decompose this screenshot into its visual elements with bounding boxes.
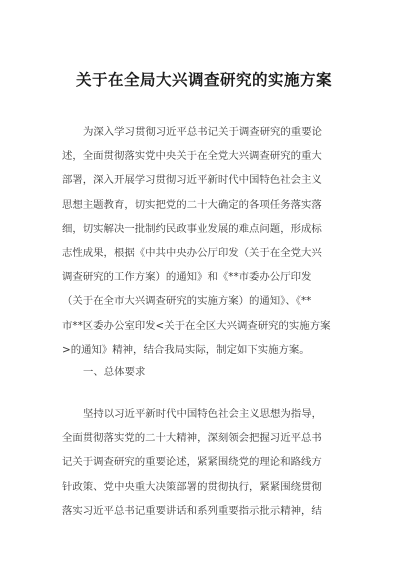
paragraph-line: 述，全面贯彻落实党中央关于在全党大兴调查研究的重大 xyxy=(62,150,322,163)
paragraph-line: 市**区委办公室印发<关于在全区大兴调查研究的实施方案 xyxy=(62,319,331,332)
paragraph-line: 部署，深入开展学习贯彻习近平新时代中国特色社会主义 xyxy=(62,174,322,187)
paragraph-requirements xyxy=(62,402,352,523)
paragraph-line: 思想主题教育，切实把党的二十大确定的各项任务落实落 xyxy=(62,198,322,211)
paragraph-intro xyxy=(62,120,352,362)
paragraph-line: >的通知》精神，结合我局实际，制定如下实施方案。 xyxy=(62,343,310,356)
paragraph-line: 针政策、党中央重大决策部署的贯彻执行，紧紧围绕贯彻 xyxy=(62,480,322,493)
paragraph-line: 为深入学习贯彻习近平总书记关于调查研究的重要论 xyxy=(83,126,322,138)
paragraph-line: 调查研究的工作方案）的通知》和《**市委办公厅印发 xyxy=(62,271,312,284)
paragraph-line: 落实习近平总书记重要讲话和系列重要指示批示精神，结 xyxy=(62,504,322,517)
paragraph-line: （关于在全市大兴调查研究的实施方案）的通知》、《** xyxy=(62,295,312,308)
paragraph-line: 全面贯彻落实党的二十大精神，深刻领会把握习近平总书 xyxy=(62,432,322,445)
document-title: 关于在全局大兴调查研究的实施方案 xyxy=(75,71,332,89)
section-heading: 一、总体要求 xyxy=(83,366,146,378)
paragraph-line: 记关于调查研究的重要论述，紧紧围绕党的理论和路线方 xyxy=(62,456,322,469)
paragraph-line: 志性成果，根据《中共中央办公厅印发（关于在全党大兴 xyxy=(62,246,322,259)
paragraph-line: 细，切实解决一批制约民政事业发展的难点问题，形成标 xyxy=(62,222,322,235)
paragraph-line: 坚持以习近平新时代中国特色社会主义思想为指导， xyxy=(83,408,322,420)
